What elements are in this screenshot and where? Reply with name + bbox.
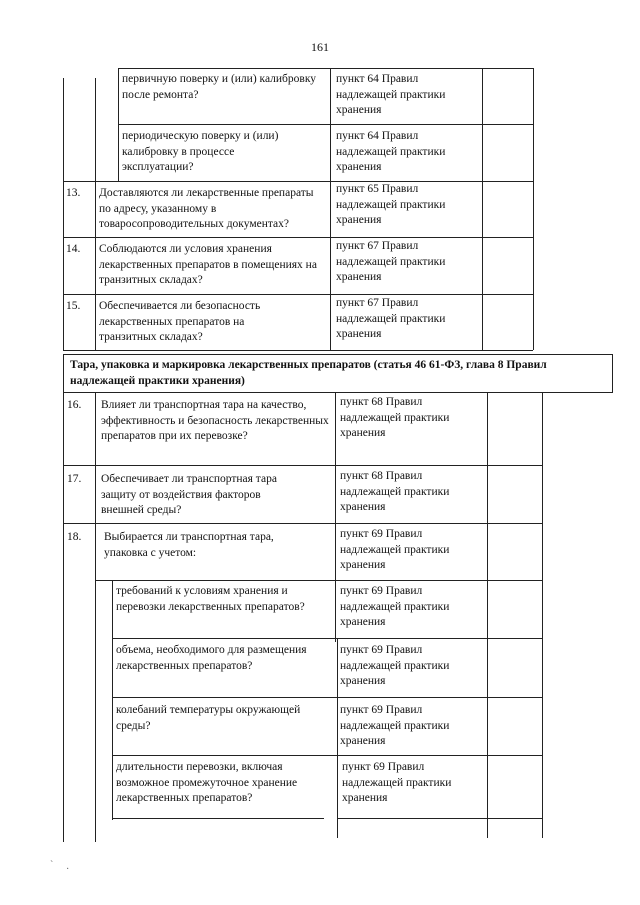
row-reference: пункт 68 Правил надлежащей практики хранения — [340, 396, 450, 439]
row-number: 15. — [66, 300, 81, 312]
row-reference: пункт 68 Правил надлежащей практики хранения — [340, 470, 450, 513]
row-question: длительности перевозки, включая возможное промежуточное хранение лекарственных препаратов? — [116, 761, 298, 804]
section-header: Тара, упаковка и маркировка лекарственных препаратов (статья 46 61-ФЗ, глава 8 Правил надлежащей практики хранения) — [70, 359, 547, 387]
row-number: 17. — [67, 473, 82, 485]
row-question: Доставляются ли лекарственные препараты по адресу, указанному в товаросопроводительных документах? — [99, 187, 314, 230]
row-reference: пункт 69 Правил надлежащей практики хранения — [340, 644, 450, 687]
row-question: Влияет ли транспортная тара на качество, эффективность и безопасность лекарственных препаратов при их перевозке? — [101, 399, 329, 442]
row-reference: пункт 64 Правил надлежащей практики хранения — [336, 73, 446, 116]
scan-speck: · — [66, 864, 70, 875]
row-number: 16. — [67, 399, 82, 411]
row-question: Обеспечивается ли безопасность лекарственных препаратов на транзитных складах? — [99, 300, 261, 343]
row-question: требований к условиям хранения и перевозки лекарственных препаратов? — [116, 585, 305, 613]
row-question: объема, необходимого для размещения лекарственных препаратов? — [116, 644, 307, 672]
row-reference: пункт 69 Правил надлежащей практики хранения — [340, 585, 450, 628]
row-reference: пункт 65 Правил надлежащей практики хранения — [336, 183, 446, 226]
row-reference: пункт 69 Правил надлежащей практики хранения — [340, 704, 450, 747]
row-reference: пункт 67 Правил надлежащей практики хранения — [336, 297, 446, 340]
row-question: колебаний температуры окружающей среды? — [116, 704, 301, 732]
row-question: периодическую поверку и (или) калибровку в процессе эксплуатации? — [122, 130, 279, 173]
row-reference: пункт 69 Правил надлежащей практики хранения — [340, 528, 450, 571]
page-number: 161 — [311, 40, 329, 54]
row-number: 18. — [67, 531, 82, 543]
row-reference: пункт 67 Правил надлежащей практики хранения — [336, 240, 446, 283]
scan-speck: ` — [50, 860, 54, 871]
row-question: Выбирается ли транспортная тара, упаковка с учетом: — [104, 531, 274, 559]
row-question: первичную поверку и (или) калибровку после ремонта? — [122, 73, 316, 101]
row-question: Соблюдаются ли условия хранения лекарственных препаратов в помещениях на транзитных складах? — [99, 243, 317, 286]
row-number: 14. — [66, 243, 81, 255]
row-number: 13. — [66, 187, 81, 199]
row-reference: пункт 64 Правил надлежащей практики хранения — [336, 130, 446, 173]
row-reference: пункт 69 Правил надлежащей практики хранения — [342, 761, 452, 804]
row-question: Обеспечивает ли транспортная тара защиту от воздействия факторов внешней среды? — [101, 473, 277, 516]
